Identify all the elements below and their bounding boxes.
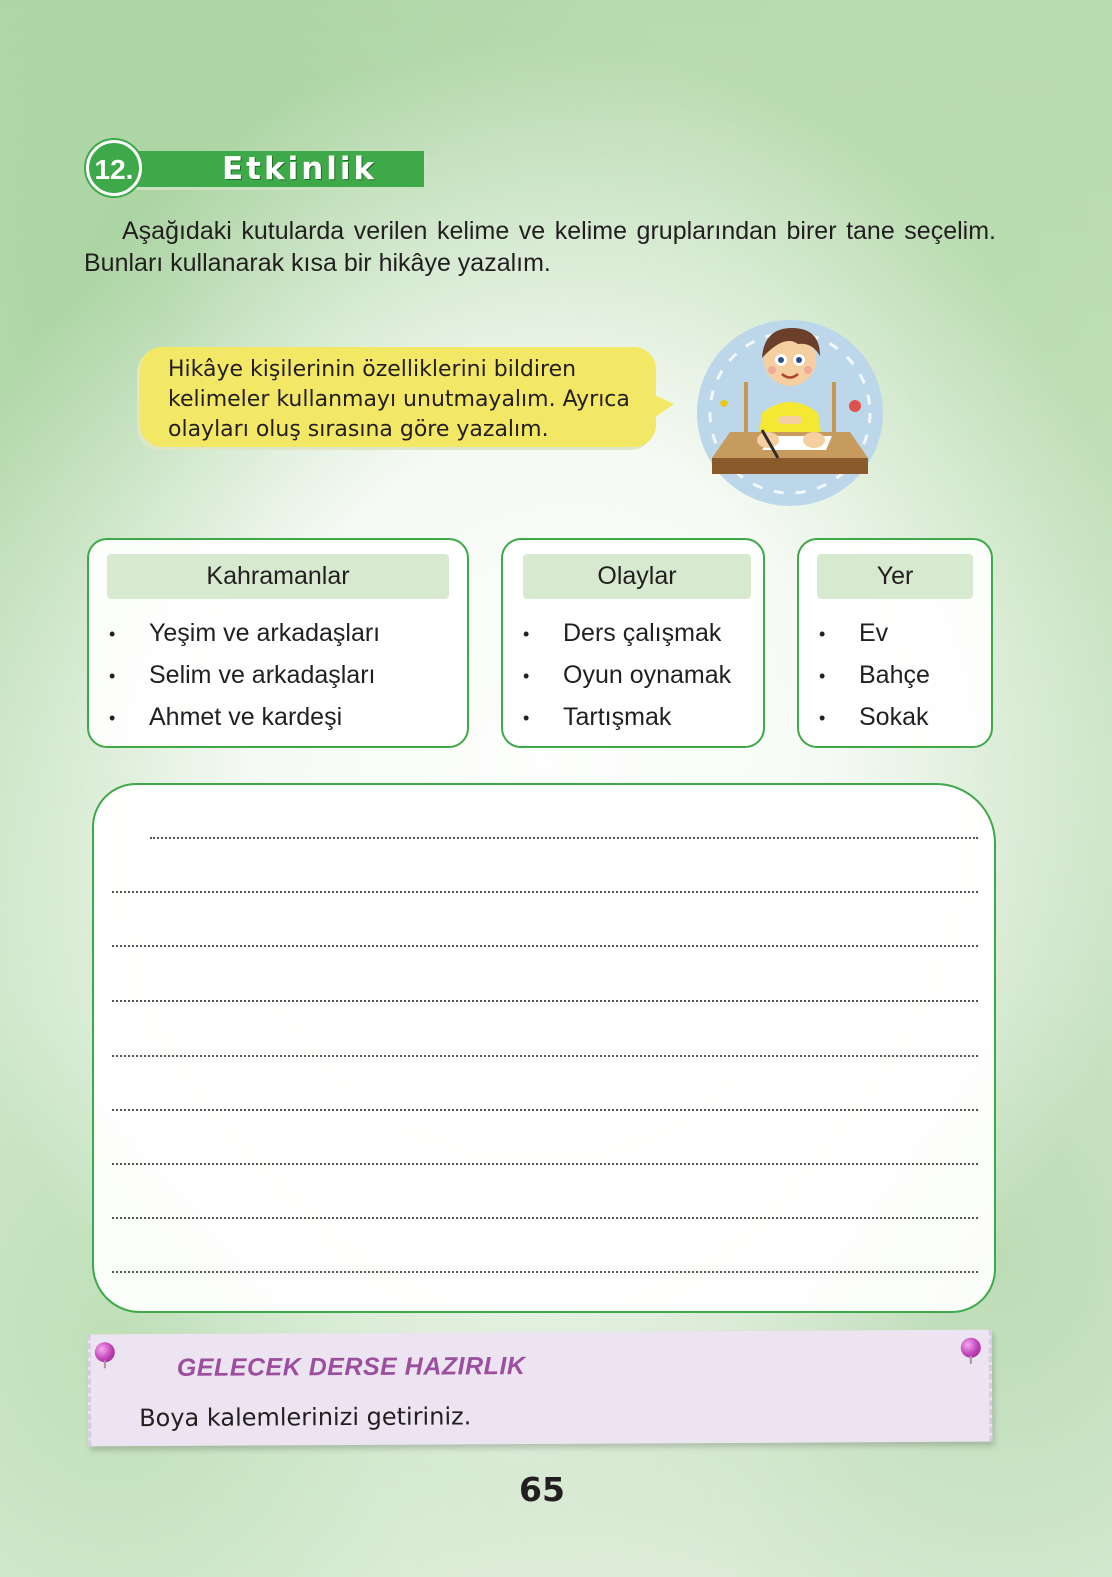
list-item: • Bahçe — [819, 661, 930, 689]
list-item: • Tartışmak — [523, 703, 672, 731]
page-number: 65 — [519, 1470, 565, 1509]
writing-line[interactable] — [112, 1055, 978, 1057]
speech-bubble: Hikâye kişilerinin özelliklerini bildiren kelimeler kullanmayı unutmayalım. Ayrıca olayları oluş sırasına göre yazalım. — [140, 347, 656, 447]
writing-line[interactable] — [150, 837, 978, 839]
pin-icon — [95, 1342, 115, 1362]
speech-bubble-tail — [648, 392, 674, 422]
list-item: • Ev — [819, 619, 889, 647]
place-list — [819, 612, 930, 738]
place-box-title: Yer — [817, 554, 973, 599]
activity-title: Etkinlik — [126, 151, 424, 187]
list-item: • Oyun oynamak — [523, 661, 732, 689]
writing-line[interactable] — [112, 891, 978, 893]
events-list — [523, 612, 731, 738]
writing-line[interactable] — [112, 1271, 978, 1273]
note-text: Boya kalemlerinizi getiriniz. — [139, 1402, 472, 1433]
boy-writing-illustration — [692, 318, 888, 508]
writing-line[interactable] — [112, 1109, 978, 1111]
story-writing-area[interactable] — [92, 783, 996, 1313]
writing-line[interactable] — [112, 945, 978, 947]
place-box — [797, 538, 993, 748]
note-title: GELECEK DERSE HAZIRLIK — [176, 1352, 526, 1382]
characters-box-title: Kahramanlar — [107, 554, 449, 599]
writing-line[interactable] — [112, 1000, 978, 1002]
activity-number-badge: 12. — [86, 140, 142, 196]
writing-line[interactable] — [112, 1217, 978, 1219]
activity-header — [86, 140, 378, 196]
list-item: • Ahmet ve kardeşi — [109, 703, 343, 731]
events-box — [501, 538, 765, 748]
list-item: • Yeşim ve arkadaşları — [109, 619, 381, 647]
pin-icon — [961, 1338, 981, 1358]
next-lesson-note — [88, 1330, 993, 1447]
writing-line[interactable] — [112, 1163, 978, 1165]
list-item: • Sokak — [819, 703, 929, 731]
list-item: • Selim ve arkadaşları — [109, 661, 376, 689]
events-box-title: Olaylar — [523, 554, 751, 599]
instruction-text: Aşağıdaki kutularda verilen kelime ve kelime gruplarından birer tane seçelim. Bunları kullanarak kısa bir hikâye yazalım. — [84, 217, 996, 277]
characters-box — [87, 538, 469, 748]
characters-list — [109, 612, 380, 738]
list-item: • Ders çalışmak — [523, 619, 722, 647]
